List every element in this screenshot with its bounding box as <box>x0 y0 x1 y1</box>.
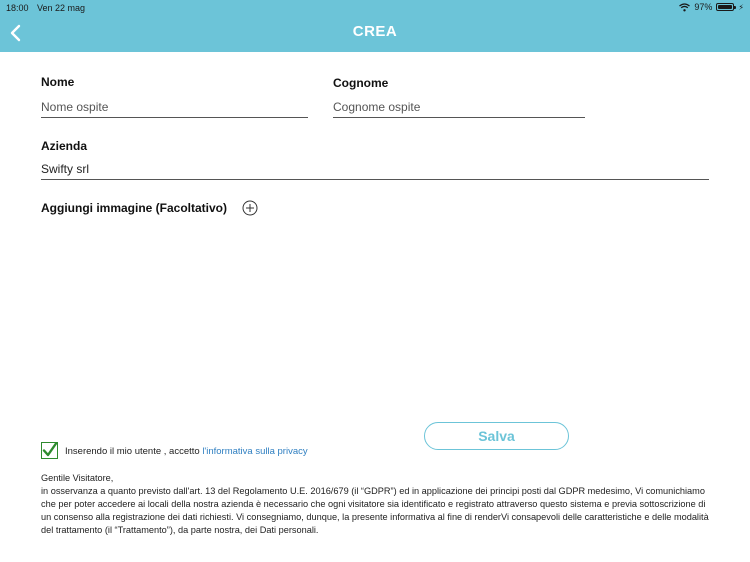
wifi-icon <box>679 3 690 12</box>
azienda-label: Azienda <box>41 139 88 153</box>
notice-greeting: Gentile Visitatore, <box>41 473 114 483</box>
battery-icon <box>716 3 734 11</box>
privacy-notice <box>41 472 716 537</box>
add-circle-icon[interactable] <box>242 200 258 216</box>
status-time: 18:00 <box>6 3 29 13</box>
nome-label: Nome <box>41 75 75 89</box>
add-image-label: Aggiungi immagine (Facoltativo) <box>41 201 228 215</box>
status-right <box>679 2 744 12</box>
nome-input[interactable] <box>41 98 308 118</box>
cognome-label: Cognome <box>333 76 389 90</box>
battery-percent: 97% <box>694 2 713 12</box>
consent-label: Inserendo il mio utente , accetto <box>65 446 200 457</box>
notice-body: in osservanza a quanto previsto dall'art. 13 del Regolamento U.E. 2016/679 (il “GDPR”) ed in applicazione dei principi posti dal GDPR medesimo, Vi comunichiamo che per poter accedere ai locali della nostra azienda è necessario che ogni visitatore sia identificato e registrato attraverso questo sistema e previa sottoscrizione di un consenso alla registrazione dei dati richiesti. Vi consegniamo, dunque, la presente informativa al fine di renderVi consapevoli delle caratteristiche e delle modalità del trattamento (il “Trattamento”), da parte nostra, dei Dati personali. <box>41 486 709 535</box>
status-date: Ven 22 mag <box>37 3 86 13</box>
consent-text <box>65 446 308 457</box>
consent-checkbox[interactable] <box>41 442 58 459</box>
cognome-input[interactable] <box>333 98 585 118</box>
charging-icon: ⚡ <box>738 2 744 12</box>
save-button[interactable]: Salva <box>424 422 569 450</box>
status-bar <box>0 0 750 16</box>
privacy-link[interactable]: l'informativa sulla privacy <box>202 446 308 457</box>
battery-fill <box>718 5 732 9</box>
page-title: CREA <box>352 23 398 40</box>
azienda-input[interactable] <box>41 160 709 180</box>
